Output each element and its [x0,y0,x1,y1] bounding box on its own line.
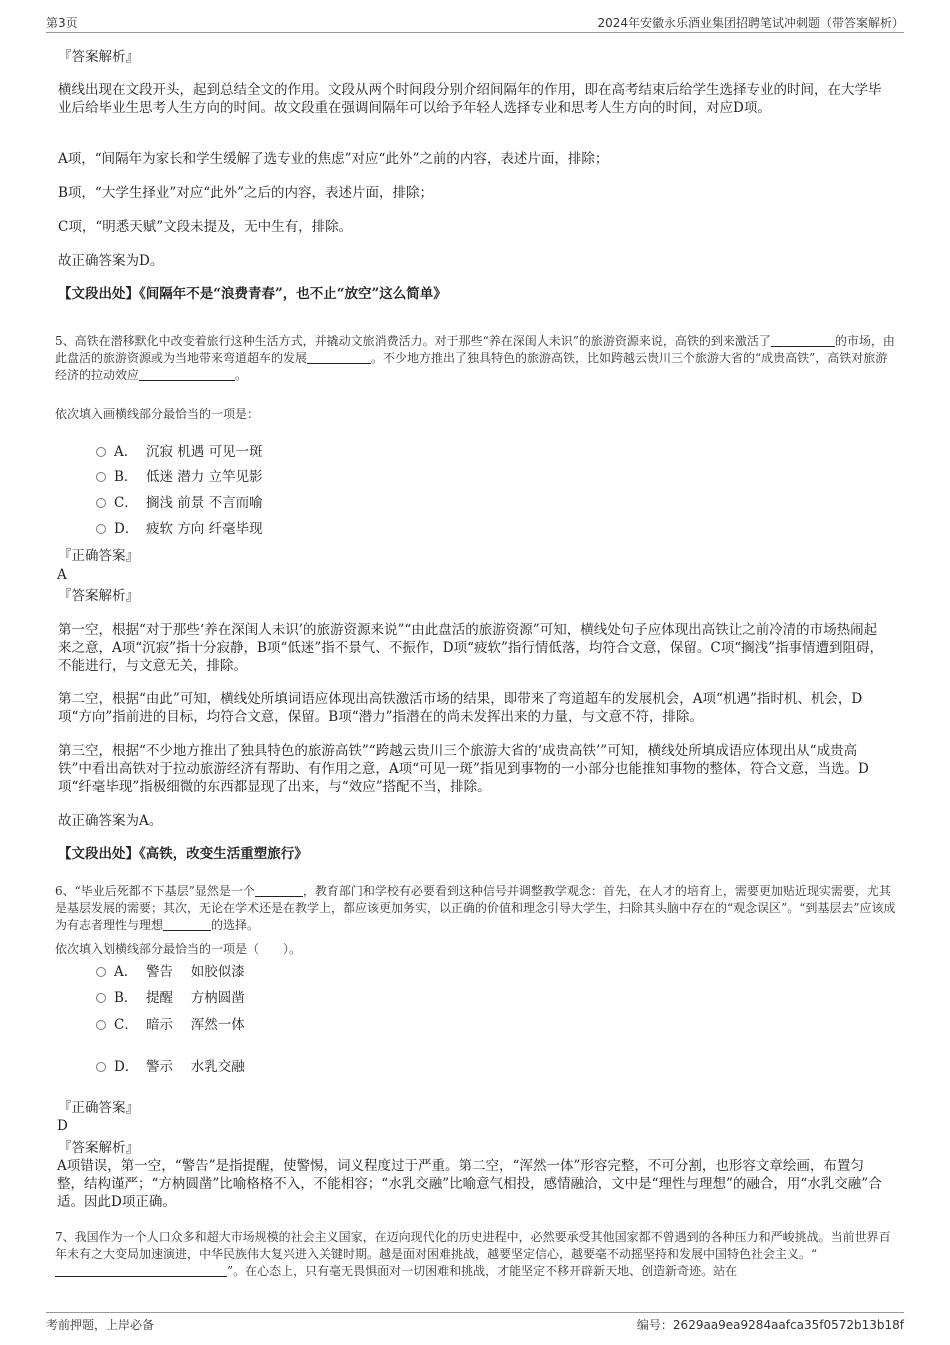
page-header [46,12,904,33]
q6-blank-2 [163,918,211,931]
q5-prompt: 依次填入画横线部分最恰当的一项是： [55,407,260,421]
document-id: 编号：2629aa9ea9284aafca35f0572b13b18f [636,1318,904,1332]
q4-source: 【文段出处】《间隔年不是“浪费青春”，也不止“放空”这么简单》 [58,286,447,302]
radio-icon[interactable] [96,498,106,508]
q6-analysis-label: 『答案解析』 [58,1140,139,1156]
q7-blank-1 [55,1264,227,1277]
q6-analysis: A项错误，第一空，“警告”是指提醒，使警惕，词义程度过于严重。第二空，“浑然一体”形容完整，不可分割，也形容文章绘画，布置匀整，结构谨严；“方枘圆凿”比喻格格不入，不能相容；“水乳交融”比喻意气相投，感情融洽，文中是“理性与理想”的融合，用“水乳交融”合适。因此D项正确。 [57,1158,882,1210]
page-footer [46,1312,904,1333]
radio-icon[interactable] [96,524,106,534]
q6-option-d[interactable]: D． 警示 水乳交融 [96,1058,245,1076]
radio-icon[interactable] [96,1020,106,1030]
q5-blank-1 [771,334,835,347]
q4-analysis-para2: A项，“间隔年为家长和学生缓解了选专业的焦虑”对应“此外”之前的内容，表述片面，排除； [58,151,609,167]
q5-answer: A [57,567,67,583]
q5-answer-label: 『正确答案』 [58,548,139,564]
q5-option-a[interactable]: A． 沉寂 机遇 可见一斑 [96,443,263,461]
q5-conclusion: 故正确答案为A。 [58,813,163,829]
q6-prompt: 依次填入划横线部分最恰当的一项是（ ）。 [55,942,302,956]
q5-blank-2 [307,351,371,364]
document-title: 2024年安徽永乐酒业集团招聘笔试冲刺题（带答案解析） [597,16,904,30]
q6-option-b[interactable]: B． 提醒 方枘圆凿 [96,989,245,1007]
q4-analysis-label: 『答案解析』 [58,49,139,65]
q4-conclusion: 故正确答案为D。 [58,253,164,269]
radio-icon[interactable] [96,993,106,1003]
q5-analysis-para3: 第三空，根据“不少地方推出了独具特色的旅游高铁”“跨越云贵川三个旅游大省的‘成贵高铁’”可知，横线处所填成语应体现出从“成贵高铁”中看出高铁对于拉动旅游经济有帮助、有作用之意，A项“可见一斑”指见到事物的一小部分也能推知事物的整体，符合文意，当选。D项“纤毫毕现”指极细微的东西都显现了出来，与“效应”搭配不当，排除。 [58,743,869,795]
q7-stem: 7、我国作为一个人口众多和超大市场规模的社会主义国家，在迈向现代化的历史进程中，必然要承受其他国家都不曾遇到的各种压力和严峻挑战。当前世界百年未有之大变局加速演进，中华民族伟大复兴进入关键时期。越是面对困难挑战，越要坚定信心，越要毫不动摇坚持和发展中国特色社会主义。“”。在心态上，只有毫无畏惧面对一切困难和挑战，才能坚定不移开辟新天地、创造新奇迹。站在 [55,1230,891,1278]
q5-source: 【文段出处】《高铁，改变生活重塑旅行》 [58,846,308,862]
q5-stem: 5、高铁在潜移默化中改变着旅行这种生活方式，并撬动文旅消费活力。对于那些“养在深闺人未识”的旅游资源来说，高铁的到来激活了 的市场，由此盘活的旅游资源或为当地带来弯道超车的发展 。不少地方推出了独具特色的旅游高铁，比如跨越云贵川三个旅游大省的“成贵高铁”，高铁对旅游经济的拉动效应 。 [55,334,895,382]
q5-analysis-label: 『答案解析』 [58,588,139,604]
radio-icon[interactable] [96,1062,106,1072]
q6-stem: 6、“毕业后死都不下基层”显然是一个 ，教育部门和学校有必要看到这种信号并调整教学观念：首先，在人才的培育上，需要更加贴近现实需要，尤其是基层发展的需要；其次，无论在学术还是在教学上，都应该更加务实，以正确的价值和理念引导大学生，扫除其头脑中存在的“观念误区”。“到基层去”应该成为有志者理性与理想 的选择。 [55,884,896,932]
radio-icon[interactable] [96,967,106,977]
q5-analysis-para2: 第二空，根据“由此”可知，横线处所填词语应体现出高铁激活市场的结果，即带来了弯道超车的发展机会，A项“机遇”指时机、机会，D项“方向”指前进的目标，均符合文意，保留。B项“潜力”指潜在的尚未发挥出来的力量，与文意不符，排除。 [58,691,863,725]
radio-icon[interactable] [96,472,106,482]
q5-option-d[interactable]: D． 疲软 方向 纤毫毕现 [96,520,263,538]
q5-analysis-para1: 第一空，根据“对于那些‘养在深闺人未识’的旅游资源来说”“由此盘活的旅游资源”可知，横线处句子应体现出高铁让之前冷清的市场热闹起来之意，A项“沉寂”指十分寂静，B项“低迷”指不景气、不振作，D项“疲软”指行情低落，均符合文意，保留。C项“搁浅”指事情遭到阻碍，不能进行，与文意无关，排除。 [58,622,884,674]
q6-answer: D [57,1118,68,1134]
q6-blank-1 [255,884,303,897]
q5-option-b[interactable]: B． 低迷 潜力 立竿见影 [96,468,263,486]
q6-answer-label: 『正确答案』 [58,1100,139,1116]
footer-slogan: 考前押题，上岸必备 [46,1318,155,1332]
q4-analysis-para4: C项，“明悉天赋”文段未提及，无中生有，排除。 [58,219,353,235]
q5-blank-3 [139,368,235,381]
q5-option-c[interactable]: C． 搁浅 前景 不言而喻 [96,494,263,512]
page-number: 第3页 [46,16,78,30]
radio-icon[interactable] [96,447,106,457]
q6-option-a[interactable]: A． 警告 如胶似漆 [96,963,245,981]
q4-analysis-para3: B项，“大学生择业”对应“此外”之后的内容，表述片面，排除； [58,185,434,201]
q4-analysis-para1: 横线出现在文段开头，起到总结全文的作用。文段从两个时间段分别介绍间隔年的作用，即在高考结束后给学生选择专业的时间，在大学毕业后给毕业生思考人生方向的时间。故文段重在强调间隔年可以给予年轻人选择专业和思考人生方向的时间，对应D项。 [58,82,882,116]
q6-option-c[interactable]: C． 暗示 浑然一体 [96,1016,245,1034]
